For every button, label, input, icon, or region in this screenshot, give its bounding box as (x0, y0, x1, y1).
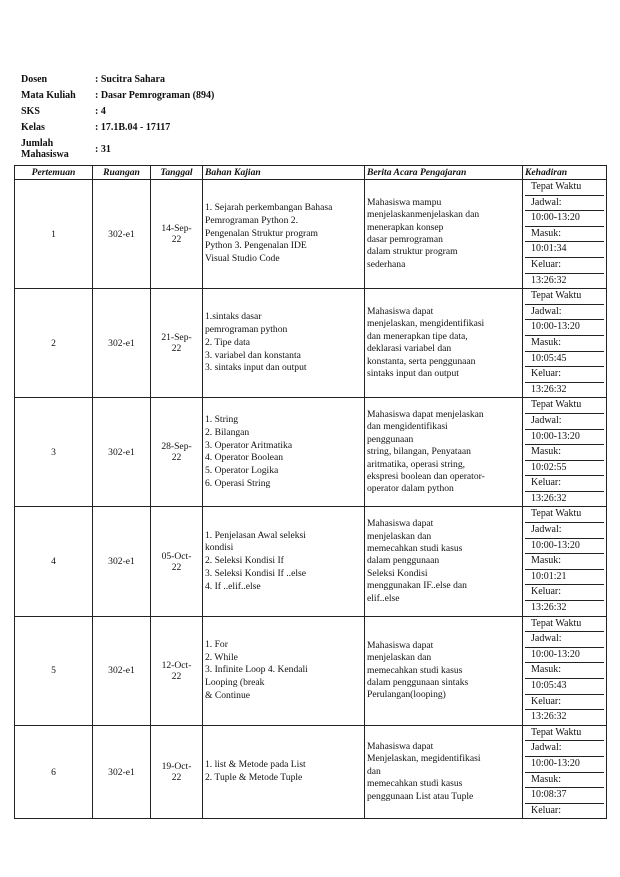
attendance-entry: 10:05:45 (525, 352, 604, 368)
sks-value: : 4 (95, 106, 106, 117)
cell-ruangan: 302-e1 (93, 289, 151, 398)
attendance-entry: Jadwal: (525, 414, 604, 430)
desc-line: menerapkan konsep (367, 221, 444, 233)
sks-label: SKS (21, 106, 40, 117)
attendance-stack (525, 289, 604, 397)
dosen-value: : Sucitra Sahara (95, 74, 165, 85)
cell-kehadiran (523, 180, 607, 289)
topic-line: 3. Infinite Loop 4. Kendali (205, 664, 308, 676)
topic-line: Pengenalan Struktur program (205, 227, 318, 239)
info-kelas (21, 122, 214, 138)
info-jumlah (21, 138, 214, 160)
date-line: 14-Sep- (161, 223, 192, 235)
cell-tanggal (151, 725, 203, 819)
topic-line: kondisi (205, 542, 234, 554)
desc-line: menggunakan IF..else dan (367, 580, 467, 592)
cell-berita-acara (365, 725, 523, 819)
desc-line: ekspresi boolean dan operator- (367, 471, 485, 482)
table-row (15, 616, 607, 725)
topic-line: 2. Bilangan (205, 426, 250, 438)
topic-line: 1.sintaks dasar (205, 311, 262, 323)
desc-line: Mahasiswa dapat (367, 741, 434, 753)
kelas-label: Kelas (21, 122, 45, 133)
date-line: 22 (171, 561, 182, 573)
desc-line: aritmatika, operasi string, (367, 458, 466, 470)
jumlah-value: : 31 (95, 143, 111, 155)
table-row (15, 398, 607, 507)
cell-kehadiran (523, 725, 607, 819)
topic-line: Looping (break (205, 677, 265, 689)
cell-tanggal (151, 398, 203, 507)
cell-pertemuan: 6 (15, 725, 93, 819)
cell-berita-acara (365, 507, 523, 616)
topic-line: 1. list & Metode pada List (205, 759, 306, 771)
attendance-entry: 10:00-13:20 (525, 320, 604, 336)
attendance-entry: 10:02:55 (525, 461, 604, 477)
attendance-entry: 10:00-13:20 (525, 648, 604, 664)
cell-kehadiran (523, 398, 607, 507)
attendance-entry: Keluar: (525, 695, 604, 711)
topic-line: 2. Seleksi Kondisi If (205, 555, 284, 567)
attendance-entry: 13:26:32 (531, 711, 567, 723)
desc-line: memecahkan studi kasus (367, 664, 463, 676)
attendance-entry: 10:00-13:20 (525, 211, 604, 227)
cell-bahan-kajian (203, 725, 365, 819)
cell-ruangan: 302-e1 (93, 507, 151, 616)
attendance-entry: 13:26:32 (531, 383, 567, 395)
attendance-entry: 10:00-13:20 (525, 430, 604, 446)
cell-pertemuan: 1 (15, 180, 93, 289)
matkul-value: : Dasar Pemrograman (894) (95, 90, 215, 101)
attendance-entry: 10:05:43 (525, 679, 604, 695)
attendance-stack (525, 398, 604, 506)
info-matkul (21, 90, 214, 106)
col-header-tanggal: Tanggal (151, 166, 203, 180)
cell-berita-acara (365, 398, 523, 507)
topic-line: Pemrograman Python 2. (205, 214, 298, 226)
desc-line: Mahasiswa mampu (367, 196, 442, 208)
cell-tanggal (151, 616, 203, 725)
dosen-label: Dosen (21, 74, 48, 85)
cell-pertemuan: 2 (15, 289, 93, 398)
attendance-entry: 10:08:37 (525, 788, 604, 804)
attendance-stack (525, 180, 604, 288)
topic-line: 1. Penjelasan Awal seleksi (205, 529, 306, 541)
desc-line: konstanta, serta penggunaan (367, 355, 476, 367)
topic-line: 1. For (205, 638, 228, 650)
desc-line: Perulangan(looping) (367, 689, 446, 701)
cell-bahan-kajian (203, 180, 365, 289)
cell-pertemuan: 5 (15, 616, 93, 725)
desc-line: penggunaan List atau Tuple (367, 790, 474, 802)
col-header-kehadiran: Kehadiran (523, 166, 607, 180)
cell-pertemuan: 4 (15, 507, 93, 616)
cell-ruangan: 302-e1 (93, 616, 151, 725)
attendance-stack (525, 617, 604, 725)
topic-line: 3. variabel dan konstanta (205, 349, 301, 361)
desc-line: dalam struktur program (367, 246, 458, 258)
attendance-status: Tepat Waktu (525, 180, 604, 196)
info-sks (21, 106, 214, 122)
cell-bahan-kajian (203, 507, 365, 616)
date-line: 22 (171, 670, 182, 682)
attendance-entry: 13:26:32 (531, 602, 567, 614)
cell-bahan-kajian (203, 289, 365, 398)
cell-berita-acara (365, 289, 523, 398)
attendance-entry: Masuk: (525, 773, 604, 789)
topic-line: & Continue (205, 689, 251, 701)
desc-line: menjelaskan, mengidentifikasi (367, 318, 485, 330)
course-info (21, 74, 214, 160)
desc-line: deklarasi variabel dan (367, 343, 452, 355)
cell-tanggal (151, 507, 203, 616)
date-line: 22 (171, 343, 182, 355)
attendance-entry: 13:26:32 (531, 274, 567, 286)
desc-line: penggunaan (367, 433, 414, 445)
cell-kehadiran (523, 507, 607, 616)
desc-line: Mahasiswa dapat (367, 306, 434, 318)
cell-ruangan: 302-e1 (93, 725, 151, 819)
desc-line: dan mengidentifikasi (367, 421, 448, 433)
cell-bahan-kajian (203, 616, 365, 725)
date-line: 22 (171, 452, 182, 464)
topic-line: 1. Sejarah perkembangan Bahasa (205, 202, 333, 214)
date-line: 05-Oct- (161, 550, 192, 562)
desc-line: Mahasiswa dapat (367, 639, 434, 651)
attendance-entry: Keluar: (525, 258, 604, 274)
topic-line: 4. If ..elif..else (205, 580, 261, 592)
desc-line: dan menerapkan tipe data, (367, 330, 468, 342)
info-dosen (21, 74, 214, 90)
date-line: 21-Sep- (161, 332, 192, 344)
desc-line: Seleksi Kondisi (367, 567, 428, 579)
attendance-entry: 13:26:32 (531, 492, 567, 504)
attendance-entry: 10:01:21 (525, 570, 604, 586)
table-header-row (15, 166, 607, 180)
topic-line: pemrograman python (205, 324, 288, 336)
attendance-entry: 10:00-13:20 (525, 539, 604, 555)
topic-line: 5. Operator Logika (205, 465, 279, 477)
desc-line: Menjelaskan, megidentifikasi (367, 753, 481, 765)
topic-line: Visual Studio Code (205, 253, 280, 265)
cell-ruangan: 302-e1 (93, 180, 151, 289)
attendance-entry: 10:00-13:20 (525, 757, 604, 773)
kelas-value: : 17.1B.04 - 17117 (95, 122, 171, 133)
cell-tanggal (151, 289, 203, 398)
attendance-status: Tepat Waktu (525, 398, 604, 414)
cell-ruangan: 302-e1 (93, 398, 151, 507)
col-header-berita-acara: Berita Acara Pengajaran (365, 166, 523, 180)
desc-line: menjelaskan dan (367, 530, 432, 542)
attendance-entry: Masuk: (525, 336, 604, 352)
attendance-entry: Jadwal: (525, 196, 604, 212)
desc-line: menjelaskan dan (367, 652, 432, 664)
attendance-stack (525, 507, 604, 615)
cell-kehadiran (523, 616, 607, 725)
table-row (15, 507, 607, 616)
date-line: 22 (171, 772, 182, 784)
desc-line: dasar pemrograman (367, 234, 443, 246)
attendance-entry: Keluar: (531, 804, 561, 816)
jumlah-label-line2: Mahasiswa (21, 149, 69, 160)
desc-line: string, bilangan, Penyataan (367, 446, 471, 458)
topic-line: 2. Tipe data (205, 336, 251, 348)
date-line: 12-Oct- (161, 659, 192, 671)
desc-line: dalam penggunaan (367, 555, 440, 567)
jumlah-label-line1: Jumlah (21, 138, 54, 149)
attendance-entry: Jadwal: (525, 632, 604, 648)
attendance-table (14, 165, 607, 819)
topic-line: 3. sintaks input dan output (205, 362, 307, 374)
jumlah-label (21, 138, 95, 160)
table-row (15, 289, 607, 398)
attendance-entry: Keluar: (525, 367, 604, 383)
attendance-status: Tepat Waktu (525, 726, 604, 742)
col-header-ruangan: Ruangan (93, 166, 151, 180)
desc-line: elif..else (367, 592, 400, 604)
topic-line: 3. Seleksi Kondisi If ..else (205, 567, 306, 579)
attendance-entry: Keluar: (525, 585, 604, 601)
topic-line: 3. Operator Aritmatika (205, 439, 293, 451)
date-line: 19-Oct- (161, 761, 192, 773)
col-header-bahan-kajian: Bahan Kajian (203, 166, 365, 180)
cell-bahan-kajian (203, 398, 365, 507)
desc-line: Mahasiswa dapat (367, 518, 434, 530)
topic-line: 2. Tuple & Metode Tuple (205, 772, 303, 784)
cell-pertemuan: 3 (15, 398, 93, 507)
topic-line: 1. String (205, 414, 239, 425)
date-line: 28-Sep- (161, 441, 192, 453)
date-line: 22 (171, 234, 182, 246)
topic-line: Python 3. Pengenalan IDE (205, 240, 307, 252)
desc-line: operator dalam python (367, 483, 454, 495)
desc-line: dalam penggunaan sintaks (367, 676, 469, 688)
attendance-status: Tepat Waktu (525, 289, 604, 305)
desc-line: dan (367, 765, 381, 777)
attendance-entry: Masuk: (525, 554, 604, 570)
table-row (15, 180, 607, 289)
topic-line: 6. Operasi String (205, 477, 271, 489)
col-header-pertemuan: Pertemuan (15, 166, 93, 180)
desc-line: memecahkan studi kasus (367, 778, 463, 790)
cell-kehadiran (523, 289, 607, 398)
table-row (15, 725, 607, 819)
attendance-stack (525, 726, 604, 819)
attendance-entry: Masuk: (525, 445, 604, 461)
attendance-entry: Keluar: (525, 476, 604, 492)
cell-berita-acara (365, 616, 523, 725)
desc-line: Mahasiswa dapat menjelaskan (367, 408, 484, 420)
desc-line: menjelaskanmenjelaskan dan (367, 209, 480, 221)
desc-line: memecahkan studi kasus (367, 542, 463, 554)
desc-line: sintaks input dan output (367, 368, 459, 380)
cell-berita-acara (365, 180, 523, 289)
matkul-label: Mata Kuliah (21, 90, 76, 101)
topic-line: 2. While (205, 651, 238, 663)
topic-line: 4. Operator Boolean (205, 452, 284, 464)
attendance-entry: Jadwal: (525, 741, 604, 757)
attendance-entry: Jadwal: (525, 305, 604, 321)
attendance-entry: Jadwal: (525, 523, 604, 539)
cell-tanggal (151, 180, 203, 289)
attendance-entry: 10:01:34 (525, 242, 604, 258)
attendance-status: Tepat Waktu (525, 617, 604, 633)
desc-line: sederhana (367, 258, 406, 270)
attendance-entry: Masuk: (525, 663, 604, 679)
attendance-entry: Masuk: (525, 227, 604, 243)
attendance-status: Tepat Waktu (525, 507, 604, 523)
